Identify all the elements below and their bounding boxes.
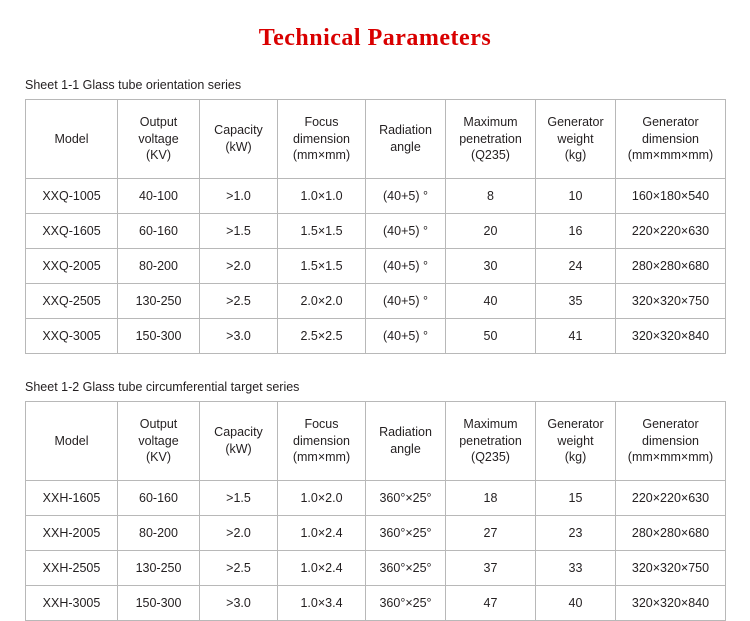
table-row bbox=[26, 179, 726, 214]
header-line: (kg) bbox=[564, 450, 587, 465]
cell-maximum-penetration: 8 bbox=[446, 179, 536, 214]
header-line: Output bbox=[139, 416, 178, 431]
cell-generator-weight: 33 bbox=[536, 551, 616, 586]
header-line: Maximum bbox=[463, 416, 518, 431]
cell-output-voltage: 130-250 bbox=[118, 284, 200, 319]
cell-generator-dimension: 320×320×840 bbox=[616, 319, 726, 354]
header-line: Generator dimension bbox=[642, 416, 699, 448]
cell-generator-dimension: 160×180×540 bbox=[616, 179, 726, 214]
cell-capacity: >2.5 bbox=[200, 284, 278, 319]
header-line: voltage bbox=[138, 131, 179, 146]
cell-capacity: >2.0 bbox=[200, 249, 278, 284]
cell-generator-dimension: 320×320×750 bbox=[616, 284, 726, 319]
cell-model: XXQ-3005 bbox=[26, 319, 118, 354]
column-header-generator-dimension bbox=[616, 402, 726, 481]
cell-capacity: >3.0 bbox=[200, 586, 278, 621]
table-row bbox=[26, 284, 726, 319]
header-line: (Q235) bbox=[471, 148, 510, 163]
cell-maximum-penetration: 20 bbox=[446, 214, 536, 249]
cell-radiation-angle: 360°×25° bbox=[366, 481, 446, 516]
cell-generator-weight: 24 bbox=[536, 249, 616, 284]
table-row bbox=[26, 586, 726, 621]
cell-maximum-penetration: 18 bbox=[446, 481, 536, 516]
cell-focus-dimension: 2.5×2.5 bbox=[278, 319, 366, 354]
header-line: Radiation bbox=[379, 123, 432, 138]
cell-maximum-penetration: 37 bbox=[446, 551, 536, 586]
cell-focus-dimension: 1.0×2.4 bbox=[278, 551, 366, 586]
cell-model: XXH-1605 bbox=[26, 481, 118, 516]
cell-maximum-penetration: 27 bbox=[446, 516, 536, 551]
cell-generator-dimension: 220×220×630 bbox=[616, 481, 726, 516]
cell-generator-dimension: 320×320×840 bbox=[616, 586, 726, 621]
section-sheet-1-1 bbox=[25, 78, 725, 354]
column-header-focus-dimension bbox=[278, 100, 366, 179]
cell-radiation-angle: (40+5) ° bbox=[366, 179, 446, 214]
table-row bbox=[26, 214, 726, 249]
column-header-model bbox=[26, 402, 118, 481]
page-title: Technical Parameters bbox=[258, 25, 492, 51]
cell-maximum-penetration: 50 bbox=[446, 319, 536, 354]
section-label: Sheet 1-1 Glass tube orientation series bbox=[25, 78, 242, 92]
header-line: Generator bbox=[547, 114, 604, 129]
table-row bbox=[26, 249, 726, 284]
cell-focus-dimension: 1.0×3.4 bbox=[278, 586, 366, 621]
cell-model: XXQ-1005 bbox=[26, 179, 118, 214]
cell-output-voltage: 150-300 bbox=[118, 319, 200, 354]
header-line: penetration bbox=[459, 131, 522, 146]
cell-focus-dimension: 2.0×2.0 bbox=[278, 284, 366, 319]
cell-output-voltage: 40-100 bbox=[118, 179, 200, 214]
header-line: angle bbox=[390, 442, 421, 456]
spec-table-1 bbox=[25, 99, 726, 354]
header-line: (KV) bbox=[146, 450, 171, 465]
cell-model: XXH-2005 bbox=[26, 516, 118, 551]
cell-output-voltage: 80-200 bbox=[118, 516, 200, 551]
cell-radiation-angle: (40+5) ° bbox=[366, 249, 446, 284]
column-header-generator-weight bbox=[536, 402, 616, 481]
header-line: Capacity bbox=[214, 123, 263, 138]
header-line: weight bbox=[557, 131, 594, 146]
cell-model: XXQ-1605 bbox=[26, 214, 118, 249]
header-line: Generator dimension bbox=[642, 114, 699, 146]
cell-generator-weight: 35 bbox=[536, 284, 616, 319]
cell-output-voltage: 150-300 bbox=[118, 586, 200, 621]
cell-generator-dimension: 280×280×680 bbox=[616, 249, 726, 284]
column-header-capacity bbox=[200, 402, 278, 481]
cell-model: XXH-3005 bbox=[26, 586, 118, 621]
cell-model: XXH-2505 bbox=[26, 551, 118, 586]
cell-generator-dimension: 280×280×680 bbox=[616, 516, 726, 551]
cell-generator-weight: 41 bbox=[536, 319, 616, 354]
cell-maximum-penetration: 47 bbox=[446, 586, 536, 621]
header-line: Focus bbox=[304, 416, 339, 431]
cell-output-voltage: 130-250 bbox=[118, 551, 200, 586]
header-line: Maximum bbox=[463, 114, 518, 129]
column-header-output-voltage bbox=[118, 402, 200, 481]
column-header-capacity bbox=[200, 100, 278, 179]
header-line: dimension bbox=[293, 131, 350, 146]
section-label: Sheet 1-2 Glass tube circumferential target series bbox=[25, 380, 300, 394]
column-header-radiation-angle bbox=[366, 402, 446, 481]
header-line: voltage bbox=[138, 433, 179, 448]
table-body bbox=[26, 481, 726, 621]
table-row bbox=[26, 516, 726, 551]
header-line: (kW) bbox=[225, 140, 252, 154]
header-line: (mm×mm) bbox=[292, 450, 351, 465]
column-header-generator-dimension bbox=[616, 100, 726, 179]
header-line: (mm×mm) bbox=[292, 148, 351, 163]
cell-output-voltage: 60-160 bbox=[118, 481, 200, 516]
header-line: (KV) bbox=[146, 148, 171, 163]
header-line: (Q235) bbox=[471, 450, 510, 465]
section-sheet-1-2 bbox=[25, 380, 725, 621]
table-body bbox=[26, 179, 726, 354]
column-header-maximum-penetration bbox=[446, 402, 536, 481]
cell-capacity: >1.5 bbox=[200, 481, 278, 516]
column-header-generator-weight bbox=[536, 100, 616, 179]
cell-radiation-angle: (40+5) ° bbox=[366, 214, 446, 249]
cell-generator-weight: 23 bbox=[536, 516, 616, 551]
header-line: (kW) bbox=[225, 442, 252, 456]
table-header bbox=[26, 402, 726, 481]
cell-capacity: >2.0 bbox=[200, 516, 278, 551]
column-header-maximum-penetration bbox=[446, 100, 536, 179]
cell-model: XXQ-2005 bbox=[26, 249, 118, 284]
column-header-focus-dimension bbox=[278, 402, 366, 481]
cell-generator-weight: 40 bbox=[536, 586, 616, 621]
cell-radiation-angle: 360°×25° bbox=[366, 586, 446, 621]
header-line: Output bbox=[139, 114, 178, 129]
cell-focus-dimension: 1.5×1.5 bbox=[278, 214, 366, 249]
column-header-model bbox=[26, 100, 118, 179]
header-line: (kg) bbox=[564, 148, 587, 163]
header-line: Model bbox=[54, 131, 89, 146]
cell-generator-dimension: 320×320×750 bbox=[616, 551, 726, 586]
cell-maximum-penetration: 30 bbox=[446, 249, 536, 284]
header-line: (mm×mm×mm) bbox=[627, 148, 714, 163]
column-header-output-voltage bbox=[118, 100, 200, 179]
header-line: weight bbox=[557, 433, 594, 448]
table-header bbox=[26, 100, 726, 179]
header-line: penetration bbox=[459, 433, 522, 448]
cell-capacity: >3.0 bbox=[200, 319, 278, 354]
header-line: Radiation bbox=[379, 425, 432, 440]
cell-focus-dimension: 1.0×1.0 bbox=[278, 179, 366, 214]
header-line: Model bbox=[54, 433, 89, 448]
cell-generator-weight: 10 bbox=[536, 179, 616, 214]
cell-capacity: >1.5 bbox=[200, 214, 278, 249]
cell-radiation-angle: (40+5) ° bbox=[366, 284, 446, 319]
table-row bbox=[26, 319, 726, 354]
cell-focus-dimension: 1.0×2.0 bbox=[278, 481, 366, 516]
spec-table-2 bbox=[25, 401, 726, 621]
cell-focus-dimension: 1.0×2.4 bbox=[278, 516, 366, 551]
header-line: Generator bbox=[547, 416, 604, 431]
table-header-row bbox=[26, 402, 726, 481]
cell-output-voltage: 80-200 bbox=[118, 249, 200, 284]
header-line: dimension bbox=[293, 433, 350, 448]
table-row bbox=[26, 551, 726, 586]
column-header-radiation-angle bbox=[366, 100, 446, 179]
header-line: angle bbox=[390, 140, 421, 154]
table-row bbox=[26, 481, 726, 516]
cell-generator-weight: 16 bbox=[536, 214, 616, 249]
cell-capacity: >1.0 bbox=[200, 179, 278, 214]
cell-radiation-angle: (40+5) ° bbox=[366, 319, 446, 354]
header-line: (mm×mm×mm) bbox=[627, 450, 714, 465]
cell-model: XXQ-2505 bbox=[26, 284, 118, 319]
table-header-row bbox=[26, 100, 726, 179]
cell-generator-weight: 15 bbox=[536, 481, 616, 516]
cell-radiation-angle: 360°×25° bbox=[366, 516, 446, 551]
cell-output-voltage: 60-160 bbox=[118, 214, 200, 249]
cell-generator-dimension: 220×220×630 bbox=[616, 214, 726, 249]
cell-capacity: >2.5 bbox=[200, 551, 278, 586]
cell-maximum-penetration: 40 bbox=[446, 284, 536, 319]
header-line: Capacity bbox=[214, 425, 263, 440]
header-line: Focus bbox=[304, 114, 339, 129]
cell-focus-dimension: 1.5×1.5 bbox=[278, 249, 366, 284]
cell-radiation-angle: 360°×25° bbox=[366, 551, 446, 586]
